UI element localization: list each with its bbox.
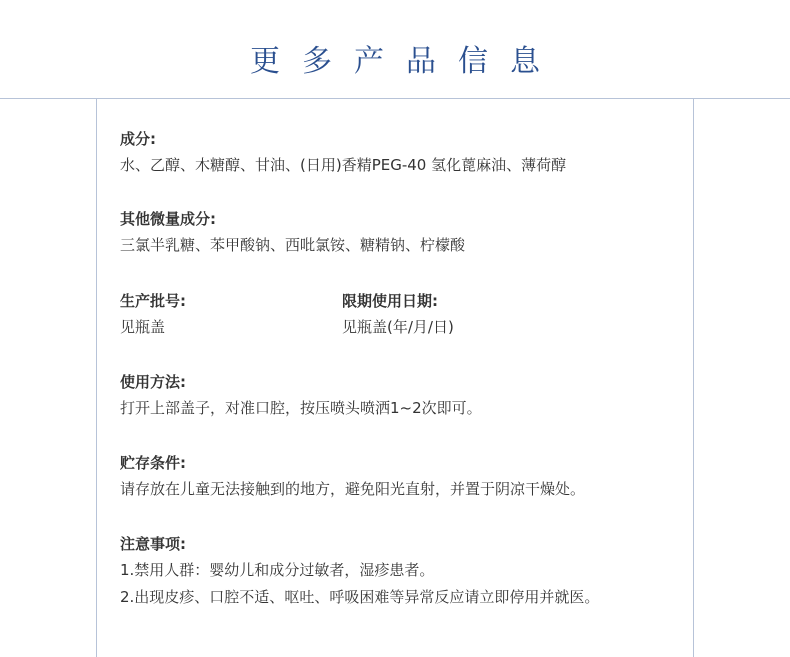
usage-label: 使用方法: <box>120 373 186 391</box>
usage-section <box>120 369 482 422</box>
notes-line: 1.禁用人群：婴幼儿和成分过敏者，湿疹患者。 <box>120 561 435 579</box>
ingredients-text: 水、乙醇、木糖醇、甘油、(日用)香精PEG-40 氢化蓖麻油、薄荷醇 <box>120 156 567 174</box>
minor-ingredients-section <box>120 206 465 259</box>
minor-ingredients-label: 其他微量成分: <box>120 210 216 228</box>
right-border <box>693 98 694 657</box>
storage-label: 贮存条件: <box>120 454 186 472</box>
batch-text: 见瓶盖 <box>120 318 166 336</box>
storage-section <box>120 450 585 503</box>
storage-text: 请存放在儿童无法接触到的地方，避免阳光直射，并置于阴凉干燥处。 <box>120 480 586 498</box>
expiry-label: 限期使用日期: <box>342 292 438 310</box>
batch-label: 生产批号: <box>120 292 186 310</box>
expiry-section <box>342 288 454 341</box>
usage-text: 打开上部盖子，对准口腔，按压喷头喷洒1~2次即可。 <box>120 399 482 417</box>
expiry-text: 见瓶盖(年/月/日) <box>342 318 454 336</box>
left-border <box>96 98 97 657</box>
ingredients-label: 成分: <box>120 130 156 148</box>
header-divider <box>0 98 790 99</box>
notes-label: 注意事项: <box>120 535 186 553</box>
minor-ingredients-text: 三氯半乳糖、苯甲酸钠、西吡氯铵、糖精钠、柠檬酸 <box>120 236 466 254</box>
page-title: 更多产品信息 <box>250 44 562 79</box>
notes-line: 2.出现皮疹、口腔不适、呕吐、呼吸困难等异常反应请立即停用并就医。 <box>120 588 600 606</box>
notes-section <box>120 531 599 611</box>
ingredients-section <box>120 126 566 179</box>
batch-section <box>120 288 186 341</box>
